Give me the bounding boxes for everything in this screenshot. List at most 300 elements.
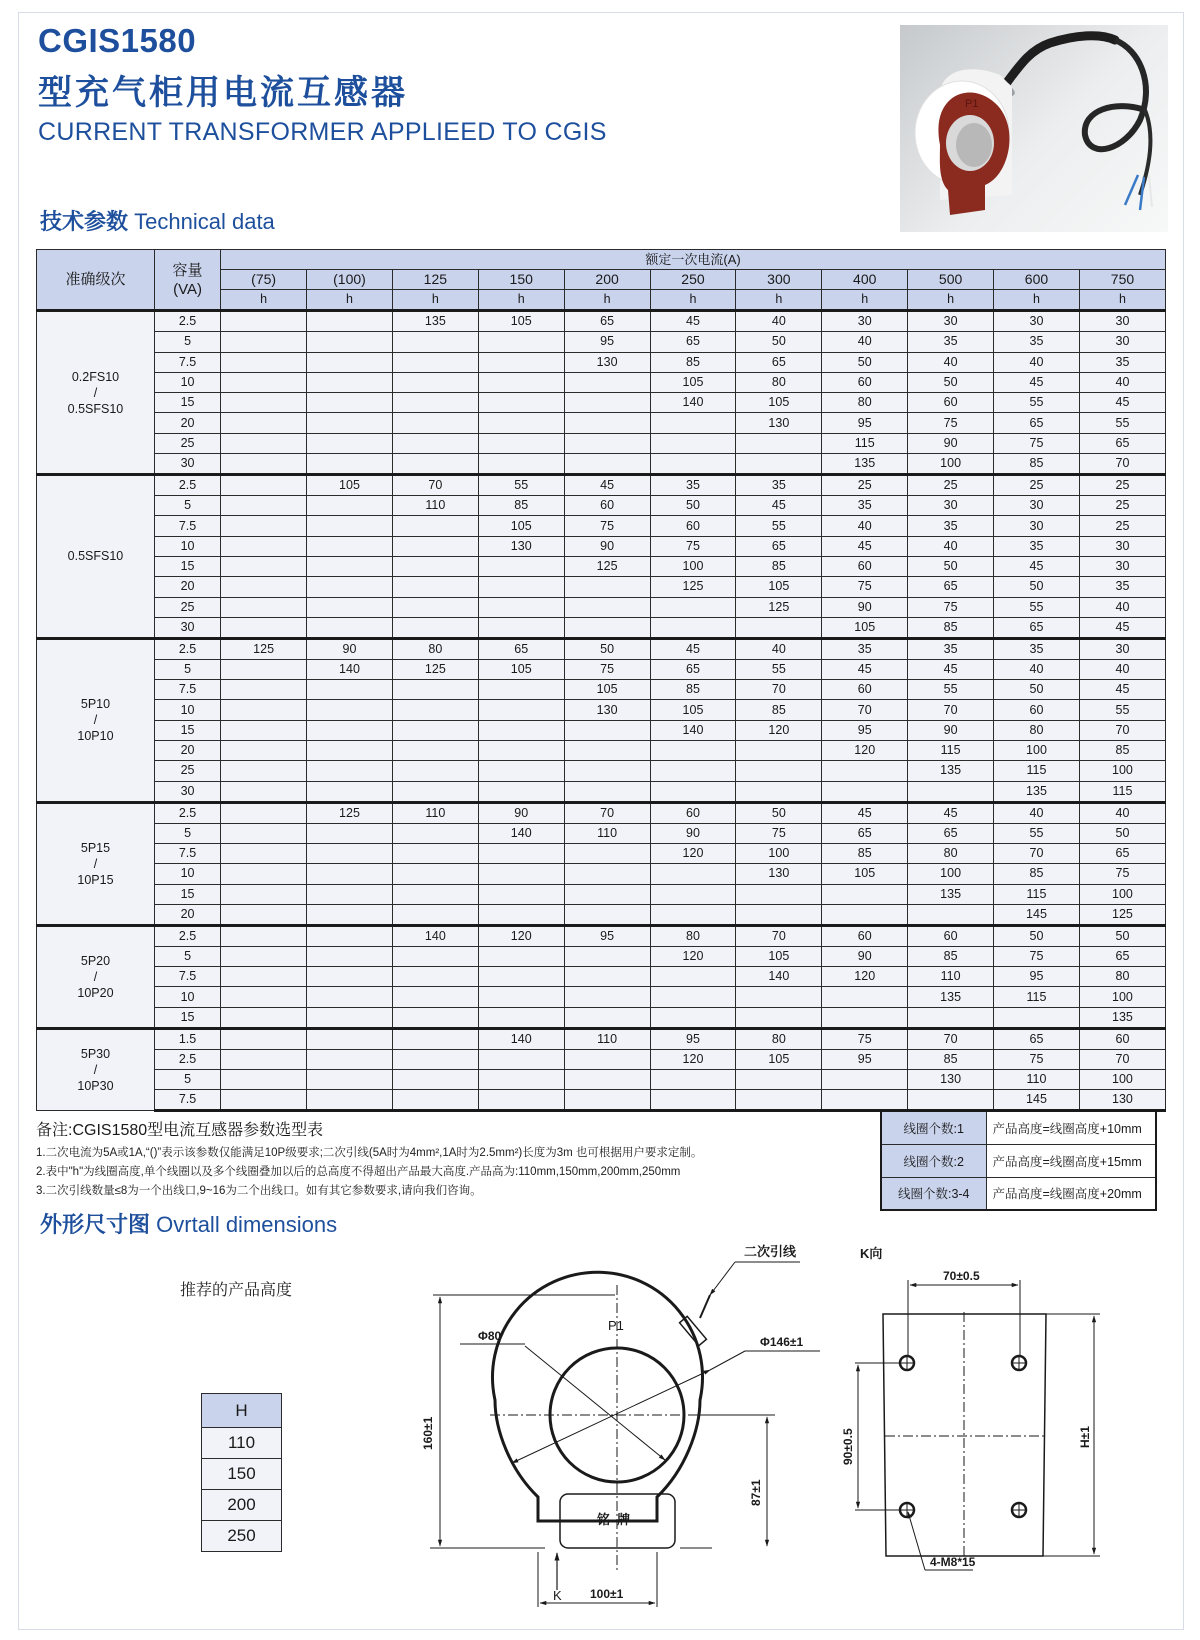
coil-height-cell: 80 <box>822 393 908 413</box>
coil-height-cell: 105 <box>478 311 564 332</box>
coil-height-cell <box>478 884 564 904</box>
coil-height-cell: 140 <box>736 967 822 987</box>
coil-height-cell: 50 <box>564 638 650 659</box>
coil-height-cell: 60 <box>994 700 1080 720</box>
coil-height-cell: 45 <box>1079 680 1165 700</box>
coil-height-cell <box>307 761 393 781</box>
header-current-value: 400 <box>822 270 908 290</box>
accuracy-class-text: 5P20 <box>80 953 111 968</box>
table-row <box>37 311 1166 332</box>
coil-height-cell: 125 <box>650 577 736 597</box>
coil-height-cell <box>478 617 564 638</box>
coil-height-cell <box>478 577 564 597</box>
coil-height-cell <box>392 536 478 556</box>
coil-height-cell <box>650 761 736 781</box>
coil-height-cell: 30 <box>1079 638 1165 659</box>
coil-height-cell <box>564 597 650 617</box>
coil-height-cell: 105 <box>736 946 822 966</box>
coil-height-cell <box>221 946 307 966</box>
coil-height-cell: 65 <box>994 617 1080 638</box>
coil-height-cell: 85 <box>908 946 994 966</box>
section-dimensions-en: Ovrtall dimensions <box>156 1212 338 1237</box>
coil-height-cell: 45 <box>1079 617 1165 638</box>
coil-height-cell <box>221 967 307 987</box>
coil-height-cell <box>650 1007 736 1028</box>
coil-height-cell: 95 <box>822 720 908 740</box>
coil-height-cell <box>650 904 736 925</box>
coil-height-cell: 80 <box>736 1028 822 1049</box>
coil-height-cell <box>392 577 478 597</box>
table-row <box>37 720 1166 740</box>
accuracy-class-text: 10P15 <box>77 872 114 887</box>
accuracy-class-text: 10P20 <box>77 985 114 1000</box>
coil-height-cell: 40 <box>994 659 1080 679</box>
coil-height-cell: 40 <box>1079 597 1165 617</box>
section-dimensions-cn: 外形尺寸图 <box>40 1212 151 1237</box>
coil-count: 线圈个数:3-4 <box>881 1177 986 1210</box>
notes-title: 备注:CGIS1580型电流互感器参数选型表 <box>36 1122 324 1139</box>
header-current-value: 125 <box>392 270 478 290</box>
coil-height-cell <box>307 332 393 352</box>
coil-height-cell: 105 <box>650 700 736 720</box>
table-row <box>37 556 1166 576</box>
accuracy-class-cell <box>37 638 155 802</box>
coil-height-cell <box>307 967 393 987</box>
coil-height-cell: 40 <box>1079 659 1165 679</box>
coil-height-cell <box>564 781 650 802</box>
header-unit: h <box>307 290 393 311</box>
capacity-cell: 20 <box>154 904 220 925</box>
coil-height-cell: 50 <box>650 496 736 516</box>
product-title-cn: 型充气柜用电流互感器 <box>38 74 408 112</box>
coil-height-cell: 35 <box>822 638 908 659</box>
coil-height-cell: 65 <box>736 536 822 556</box>
notes-block <box>36 1117 856 1201</box>
base-width-label: 100±1 <box>590 1587 624 1601</box>
accuracy-class-cell <box>37 311 155 475</box>
coil-height-cell <box>478 967 564 987</box>
coil-height-cell <box>736 761 822 781</box>
coil-height-cell: 35 <box>650 475 736 496</box>
hole-spec-label: 4-M8*15 <box>930 1555 976 1569</box>
coil-height-cell: 60 <box>908 925 994 946</box>
coil-height-cell: 35 <box>1079 352 1165 372</box>
table-row <box>37 946 1166 966</box>
coil-height-cell: 55 <box>994 597 1080 617</box>
coil-height-cell: 85 <box>1079 741 1165 761</box>
coil-height-cell: 45 <box>650 638 736 659</box>
coil-height-cell: 60 <box>822 680 908 700</box>
header-unit: h <box>564 290 650 311</box>
coil-height-cell <box>307 884 393 904</box>
coil-height-cell: 40 <box>908 536 994 556</box>
coil-height-cell: 95 <box>564 332 650 352</box>
coil-height-cell <box>564 761 650 781</box>
coil-height-cell <box>650 413 736 433</box>
coil-height-cell: 60 <box>564 496 650 516</box>
coil-height-cell: 140 <box>392 925 478 946</box>
capacity-cell: 20 <box>154 741 220 761</box>
coil-height-cell: 120 <box>822 967 908 987</box>
recommended-height-table <box>201 1393 282 1552</box>
coil-height-cell <box>908 904 994 925</box>
coil-height-cell <box>736 904 822 925</box>
coil-height-cell <box>478 454 564 475</box>
coil-height-cell <box>650 597 736 617</box>
table-row <box>37 617 1166 638</box>
coil-height-cell <box>392 904 478 925</box>
accuracy-class-text: / <box>93 969 98 984</box>
coil-height-cell <box>307 454 393 475</box>
coil-height-cell: 110 <box>994 1070 1080 1090</box>
coil-height-cell: 40 <box>994 802 1080 823</box>
coil-height-cell <box>564 1090 650 1111</box>
coil-height-cell: 140 <box>478 1028 564 1049</box>
coil-height-cell <box>221 413 307 433</box>
capacity-cell: 2.5 <box>154 475 220 496</box>
coil-height-cell <box>392 720 478 740</box>
coil-rule: 产品高度=线圈高度+20mm <box>986 1177 1156 1210</box>
coil-height-cell: 45 <box>822 659 908 679</box>
header-unit: h <box>994 290 1080 311</box>
coil-height-cell: 60 <box>650 802 736 823</box>
accuracy-class-cell <box>37 475 155 639</box>
coil-height-cell <box>564 1049 650 1069</box>
coil-height-cell: 95 <box>822 1049 908 1069</box>
coil-height-cell <box>564 946 650 966</box>
coil-height-cell: 50 <box>822 352 908 372</box>
coil-height-cell <box>392 781 478 802</box>
coil-height-cell: 135 <box>392 311 478 332</box>
coil-height-cell: 75 <box>736 823 822 843</box>
coil-height-cell: 125 <box>307 802 393 823</box>
coil-height-cell: 75 <box>994 1049 1080 1069</box>
table-row <box>37 843 1166 863</box>
coil-height-cell: 40 <box>822 332 908 352</box>
coil-height-cell: 40 <box>994 352 1080 372</box>
coil-height-cell: 30 <box>994 496 1080 516</box>
coil-height-cell <box>392 352 478 372</box>
header-current-value: 150 <box>478 270 564 290</box>
coil-height-cell: 60 <box>908 393 994 413</box>
coil-height-cell <box>564 843 650 863</box>
coil-height-cell: 40 <box>1079 372 1165 392</box>
coil-height-cell: 75 <box>822 1028 908 1049</box>
note-line-3: 3.二次引线数量≤8为一个出线口,9~16为二个出线口。如有其它参数要求,请向我们咨询。 <box>36 1185 482 1197</box>
coil-height-cell <box>564 967 650 987</box>
coil-height-cell: 60 <box>822 556 908 576</box>
coil-height-cell: 75 <box>1079 864 1165 884</box>
coil-height-cell: 130 <box>564 352 650 372</box>
coil-height-cell: 35 <box>908 516 994 536</box>
coil-height-cell: 70 <box>908 700 994 720</box>
accuracy-class-text: 0.5SFS10 <box>67 401 124 416</box>
coil-height-cell <box>307 372 393 392</box>
coil-height-cell <box>822 987 908 1007</box>
coil-height-cell <box>478 597 564 617</box>
coil-height-cell: 105 <box>307 475 393 496</box>
coil-height-cell <box>478 720 564 740</box>
coil-height-cell: 115 <box>822 433 908 453</box>
coil-height-cell: 105 <box>736 1049 822 1069</box>
coil-height-cell: 105 <box>822 864 908 884</box>
coil-height-cell <box>221 1070 307 1090</box>
coil-height-cell <box>221 864 307 884</box>
coil-height-cell: 65 <box>994 413 1080 433</box>
hole-spacing-vertical: 90±0.5 <box>841 1428 855 1465</box>
coil-height-cell: 85 <box>908 617 994 638</box>
coil-height-cell: 40 <box>736 638 822 659</box>
coil-height-cell <box>908 1007 994 1028</box>
coil-height-cell <box>221 617 307 638</box>
table-row <box>37 1070 1166 1090</box>
table-row <box>37 864 1166 884</box>
coil-height-cell <box>307 1049 393 1069</box>
coil-height-cell: 25 <box>994 475 1080 496</box>
table-row <box>37 393 1166 413</box>
table-row <box>37 372 1166 392</box>
coil-height-cell: 90 <box>908 720 994 740</box>
capacity-cell: 7.5 <box>154 1090 220 1111</box>
header-capacity-unit: (VA) <box>173 280 202 298</box>
coil-height-cell: 95 <box>822 413 908 433</box>
coil-height-cell: 25 <box>1079 475 1165 496</box>
coil-height-cell <box>564 393 650 413</box>
coil-height-cell <box>564 454 650 475</box>
coil-height-cell <box>307 496 393 516</box>
coil-height-cell <box>650 987 736 1007</box>
coil-height-cell <box>736 1007 822 1028</box>
coil-height-cell: 65 <box>908 823 994 843</box>
recommended-height-value: 110 <box>202 1428 282 1459</box>
coil-height-cell: 35 <box>908 638 994 659</box>
coil-height-cell: 65 <box>1079 946 1165 966</box>
capacity-cell: 10 <box>154 372 220 392</box>
table-row <box>37 1090 1166 1111</box>
coil-height-cell: 25 <box>822 475 908 496</box>
coil-height-cell: 140 <box>478 823 564 843</box>
coil-height-cell: 45 <box>1079 393 1165 413</box>
capacity-cell: 2.5 <box>154 1049 220 1069</box>
coil-height-cell: 105 <box>650 372 736 392</box>
coil-height-cell: 25 <box>1079 516 1165 536</box>
note-line-1: 1.二次电流为5A或1A,“()”表示该参数仅能满足10P级要求;二次引线(5A时为4mm²,1A时为2.5mm²)长度为3m 也可根据用户要求定制。 <box>36 1147 703 1159</box>
coil-height-cell: 65 <box>736 352 822 372</box>
coil-height-cell <box>478 393 564 413</box>
table-row <box>37 433 1166 453</box>
coil-height-cell: 45 <box>994 372 1080 392</box>
coil-height-cell <box>392 1028 478 1049</box>
coil-height-cell <box>392 433 478 453</box>
capacity-cell: 5 <box>154 496 220 516</box>
table-row <box>37 884 1166 904</box>
coil-height-cell: 90 <box>564 536 650 556</box>
coil-height-cell <box>221 720 307 740</box>
coil-height-cell: 85 <box>478 496 564 516</box>
table-row <box>37 352 1166 372</box>
coil-height-cell: 100 <box>1079 884 1165 904</box>
coil-height-cell: 40 <box>822 516 908 536</box>
coil-height-cell <box>307 843 393 863</box>
header-unit: h <box>908 290 994 311</box>
side-height-label: H±1 <box>1078 1426 1092 1448</box>
coil-height-cell: 65 <box>908 577 994 597</box>
coil-height-cell: 95 <box>994 967 1080 987</box>
coil-height-cell: 85 <box>650 352 736 372</box>
coil-height-cell <box>307 516 393 536</box>
coil-height-cell <box>736 617 822 638</box>
coil-height-cell: 75 <box>650 536 736 556</box>
coil-height-cell: 85 <box>822 843 908 863</box>
coil-height-cell <box>564 577 650 597</box>
coil-height-cell <box>478 741 564 761</box>
coil-height-cell <box>392 454 478 475</box>
coil-height-cell <box>822 761 908 781</box>
coil-height-cell <box>392 884 478 904</box>
table-row <box>37 761 1166 781</box>
coil-height-cell: 125 <box>221 638 307 659</box>
coil-height-cell <box>822 1090 908 1111</box>
coil-height-cell <box>221 781 307 802</box>
coil-height-cell <box>392 556 478 576</box>
coil-height-cell: 50 <box>908 372 994 392</box>
recommended-height-value: 150 <box>202 1459 282 1490</box>
coil-height-cell: 105 <box>736 393 822 413</box>
coil-height-cell: 65 <box>994 1028 1080 1049</box>
coil-height-cell <box>392 393 478 413</box>
coil-height-cell <box>307 1028 393 1049</box>
coil-height-cell <box>392 1007 478 1028</box>
coil-height-cell: 95 <box>650 1028 736 1049</box>
coil-height-cell: 105 <box>478 659 564 679</box>
capacity-cell: 25 <box>154 597 220 617</box>
header-rated-current: 额定一次电流(A) <box>221 250 1166 270</box>
coil-height-cell: 35 <box>994 332 1080 352</box>
coil-height-cell <box>478 680 564 700</box>
coil-height-cell: 70 <box>736 925 822 946</box>
coil-height-cell: 55 <box>994 393 1080 413</box>
coil-height-cell: 40 <box>1079 802 1165 823</box>
coil-height-cell: 25 <box>1079 496 1165 516</box>
accuracy-class-cell <box>37 925 155 1028</box>
header-current-value: 300 <box>736 270 822 290</box>
capacity-cell: 5 <box>154 946 220 966</box>
coil-height-cell: 60 <box>822 372 908 392</box>
coil-height-rules-table <box>880 1110 1157 1211</box>
coil-height-cell <box>307 597 393 617</box>
coil-height-cell: 30 <box>994 516 1080 536</box>
height-dimension-label: 160±1 <box>421 1416 435 1450</box>
lead-wire-label: 二次引线 <box>744 1244 797 1259</box>
coil-height-cell: 55 <box>736 516 822 536</box>
accuracy-class-text: 0.5SFS10 <box>67 549 124 564</box>
coil-height-cell: 80 <box>736 372 822 392</box>
coil-height-cell <box>564 720 650 740</box>
table-row <box>37 536 1166 556</box>
coil-height-cell <box>307 1070 393 1090</box>
coil-height-cell <box>478 372 564 392</box>
coil-height-cell <box>221 1049 307 1069</box>
coil-height-cell <box>478 332 564 352</box>
coil-height-cell <box>478 1070 564 1090</box>
coil-height-cell <box>478 413 564 433</box>
coil-height-cell: 90 <box>822 946 908 966</box>
coil-height-cell: 75 <box>564 659 650 679</box>
table-row <box>37 802 1166 823</box>
coil-height-cell: 80 <box>994 720 1080 740</box>
coil-height-cell: 80 <box>908 843 994 863</box>
coil-height-cell: 145 <box>994 1090 1080 1111</box>
coil-height-cell <box>994 1007 1080 1028</box>
coil-height-cell: 75 <box>564 516 650 536</box>
coil-height-cell: 65 <box>1079 433 1165 453</box>
table-row <box>37 475 1166 496</box>
coil-height-cell <box>650 454 736 475</box>
coil-height-cell <box>736 781 822 802</box>
capacity-cell: 10 <box>154 536 220 556</box>
coil-height-cell <box>307 700 393 720</box>
coil-height-cell: 35 <box>994 638 1080 659</box>
coil-rule: 产品高度=线圈高度+10mm <box>986 1111 1156 1144</box>
coil-height-cell <box>650 741 736 761</box>
table-row <box>37 516 1166 536</box>
capacity-cell: 15 <box>154 720 220 740</box>
coil-height-cell: 100 <box>650 556 736 576</box>
coil-height-cell <box>221 372 307 392</box>
coil-height-cell <box>221 597 307 617</box>
coil-height-cell <box>307 946 393 966</box>
coil-height-cell: 100 <box>994 741 1080 761</box>
coil-height-cell <box>221 496 307 516</box>
header-current-value: 250 <box>650 270 736 290</box>
coil-height-cell: 105 <box>822 617 908 638</box>
coil-height-cell: 30 <box>908 496 994 516</box>
coil-height-cell: 125 <box>392 659 478 679</box>
coil-height-cell: 75 <box>994 433 1080 453</box>
coil-height-cell: 140 <box>307 659 393 679</box>
coil-height-cell: 135 <box>1079 1007 1165 1028</box>
coil-height-cell: 30 <box>1079 332 1165 352</box>
coil-height-cell: 40 <box>736 311 822 332</box>
coil-height-cell <box>736 741 822 761</box>
coil-height-cell <box>307 556 393 576</box>
coil-height-cell <box>650 1090 736 1111</box>
coil-rule-row <box>881 1177 1156 1210</box>
coil-height-cell: 90 <box>307 638 393 659</box>
coil-height-cell <box>564 864 650 884</box>
coil-height-cell <box>221 884 307 904</box>
coil-height-cell: 25 <box>908 475 994 496</box>
coil-height-cell: 90 <box>650 823 736 843</box>
coil-height-cell <box>478 843 564 863</box>
coil-height-cell <box>564 372 650 392</box>
coil-height-cell: 110 <box>908 967 994 987</box>
coil-height-cell: 130 <box>478 536 564 556</box>
coil-height-cell: 100 <box>1079 1070 1165 1090</box>
header-current-value: 200 <box>564 270 650 290</box>
coil-height-cell: 70 <box>1079 454 1165 475</box>
coil-height-cell <box>392 946 478 966</box>
coil-height-cell: 85 <box>994 454 1080 475</box>
recommended-height-value: 200 <box>202 1490 282 1521</box>
coil-height-cell <box>736 884 822 904</box>
coil-height-cell: 80 <box>1079 967 1165 987</box>
capacity-cell: 7.5 <box>154 843 220 863</box>
coil-height-cell <box>650 864 736 884</box>
coil-height-cell: 95 <box>564 925 650 946</box>
coil-height-cell: 60 <box>822 925 908 946</box>
coil-height-cell: 115 <box>1079 781 1165 802</box>
